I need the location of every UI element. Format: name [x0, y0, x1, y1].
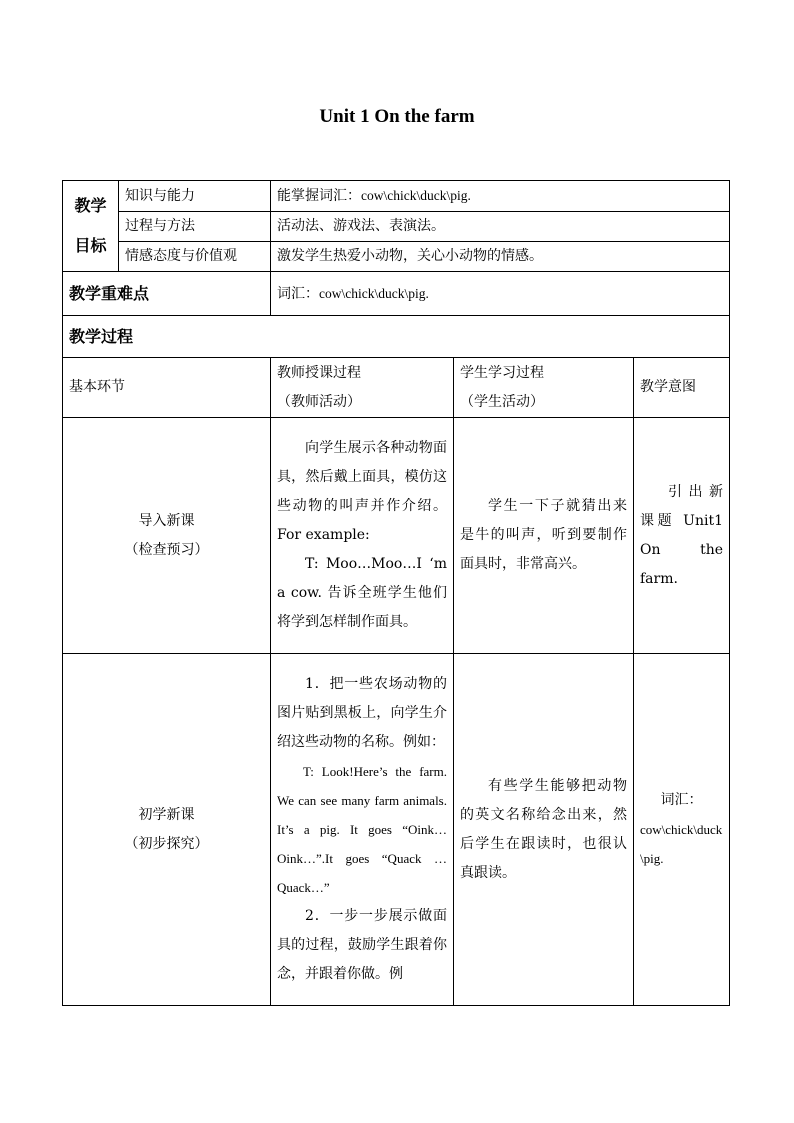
process-label: 教学过程: [63, 316, 730, 358]
objective-key: 过程与方法: [119, 212, 271, 242]
teacher-activity: 向学生展示各种动物面具，然后戴上面具，模仿这些动物的叫声并作介绍。For example: T: Moo…Moo…I ‘m a cow. 告诉全班学生他们将学到怎样制作面具。: [271, 418, 454, 654]
student-activity: 学生一下子就猜出来是牛的叫声，听到要制作面具时，非常高兴。: [454, 418, 634, 654]
header-stage: 基本环节: [63, 358, 271, 418]
intent-cell: 引出新课题 Unit1 On the farm.: [634, 418, 730, 654]
student-activity: 有些学生能够把动物的英文名称给念出来，然后学生在跟读时，也很认真跟读。: [454, 654, 634, 1006]
header-student: 学生学习过程 （学生活动）: [454, 358, 634, 418]
objective-key: 情感态度与价值观: [119, 242, 271, 272]
stage-cell: 导入新课 （检查预习）: [63, 418, 271, 654]
stage-cell: 初学新课 （初步探究）: [63, 654, 271, 1006]
objective-value: 激发学生热爱小动物，关心小动物的情感。: [271, 242, 730, 272]
objective-value: 能掌握词汇：cow\chick\duck\pig.: [271, 181, 730, 212]
objective-value: 活动法、游戏法、表演法。: [271, 212, 730, 242]
objective-key: 知识与能力: [119, 181, 271, 212]
intent-cell: 词汇： cow\chick\duck\pig.: [634, 654, 730, 1006]
teacher-activity: 1．把一些农场动物的图片贴到黑板上，向学生介绍这些动物的名称。例如： T: Look!Here’s the farm. We can see many farm animals. It’s a pig. It goes “Oink…Oink…”.It goes “Quack …Quack…” 2．一步一步展示做面具的过程，鼓励学生跟着你念，并跟着你做。例: [271, 654, 454, 1006]
lesson-plan-table: [62, 180, 730, 1006]
document-title: Unit 1 On the farm: [319, 106, 475, 127]
key-points-value: 词汇：cow\chick\duck\pig.: [271, 272, 730, 316]
header-teacher: 教师授课过程 （教师活动）: [271, 358, 454, 418]
key-points-label: 教学重难点: [63, 272, 271, 316]
objectives-label: 教学 目标: [63, 181, 119, 272]
header-intent: 教学意图: [634, 358, 730, 418]
